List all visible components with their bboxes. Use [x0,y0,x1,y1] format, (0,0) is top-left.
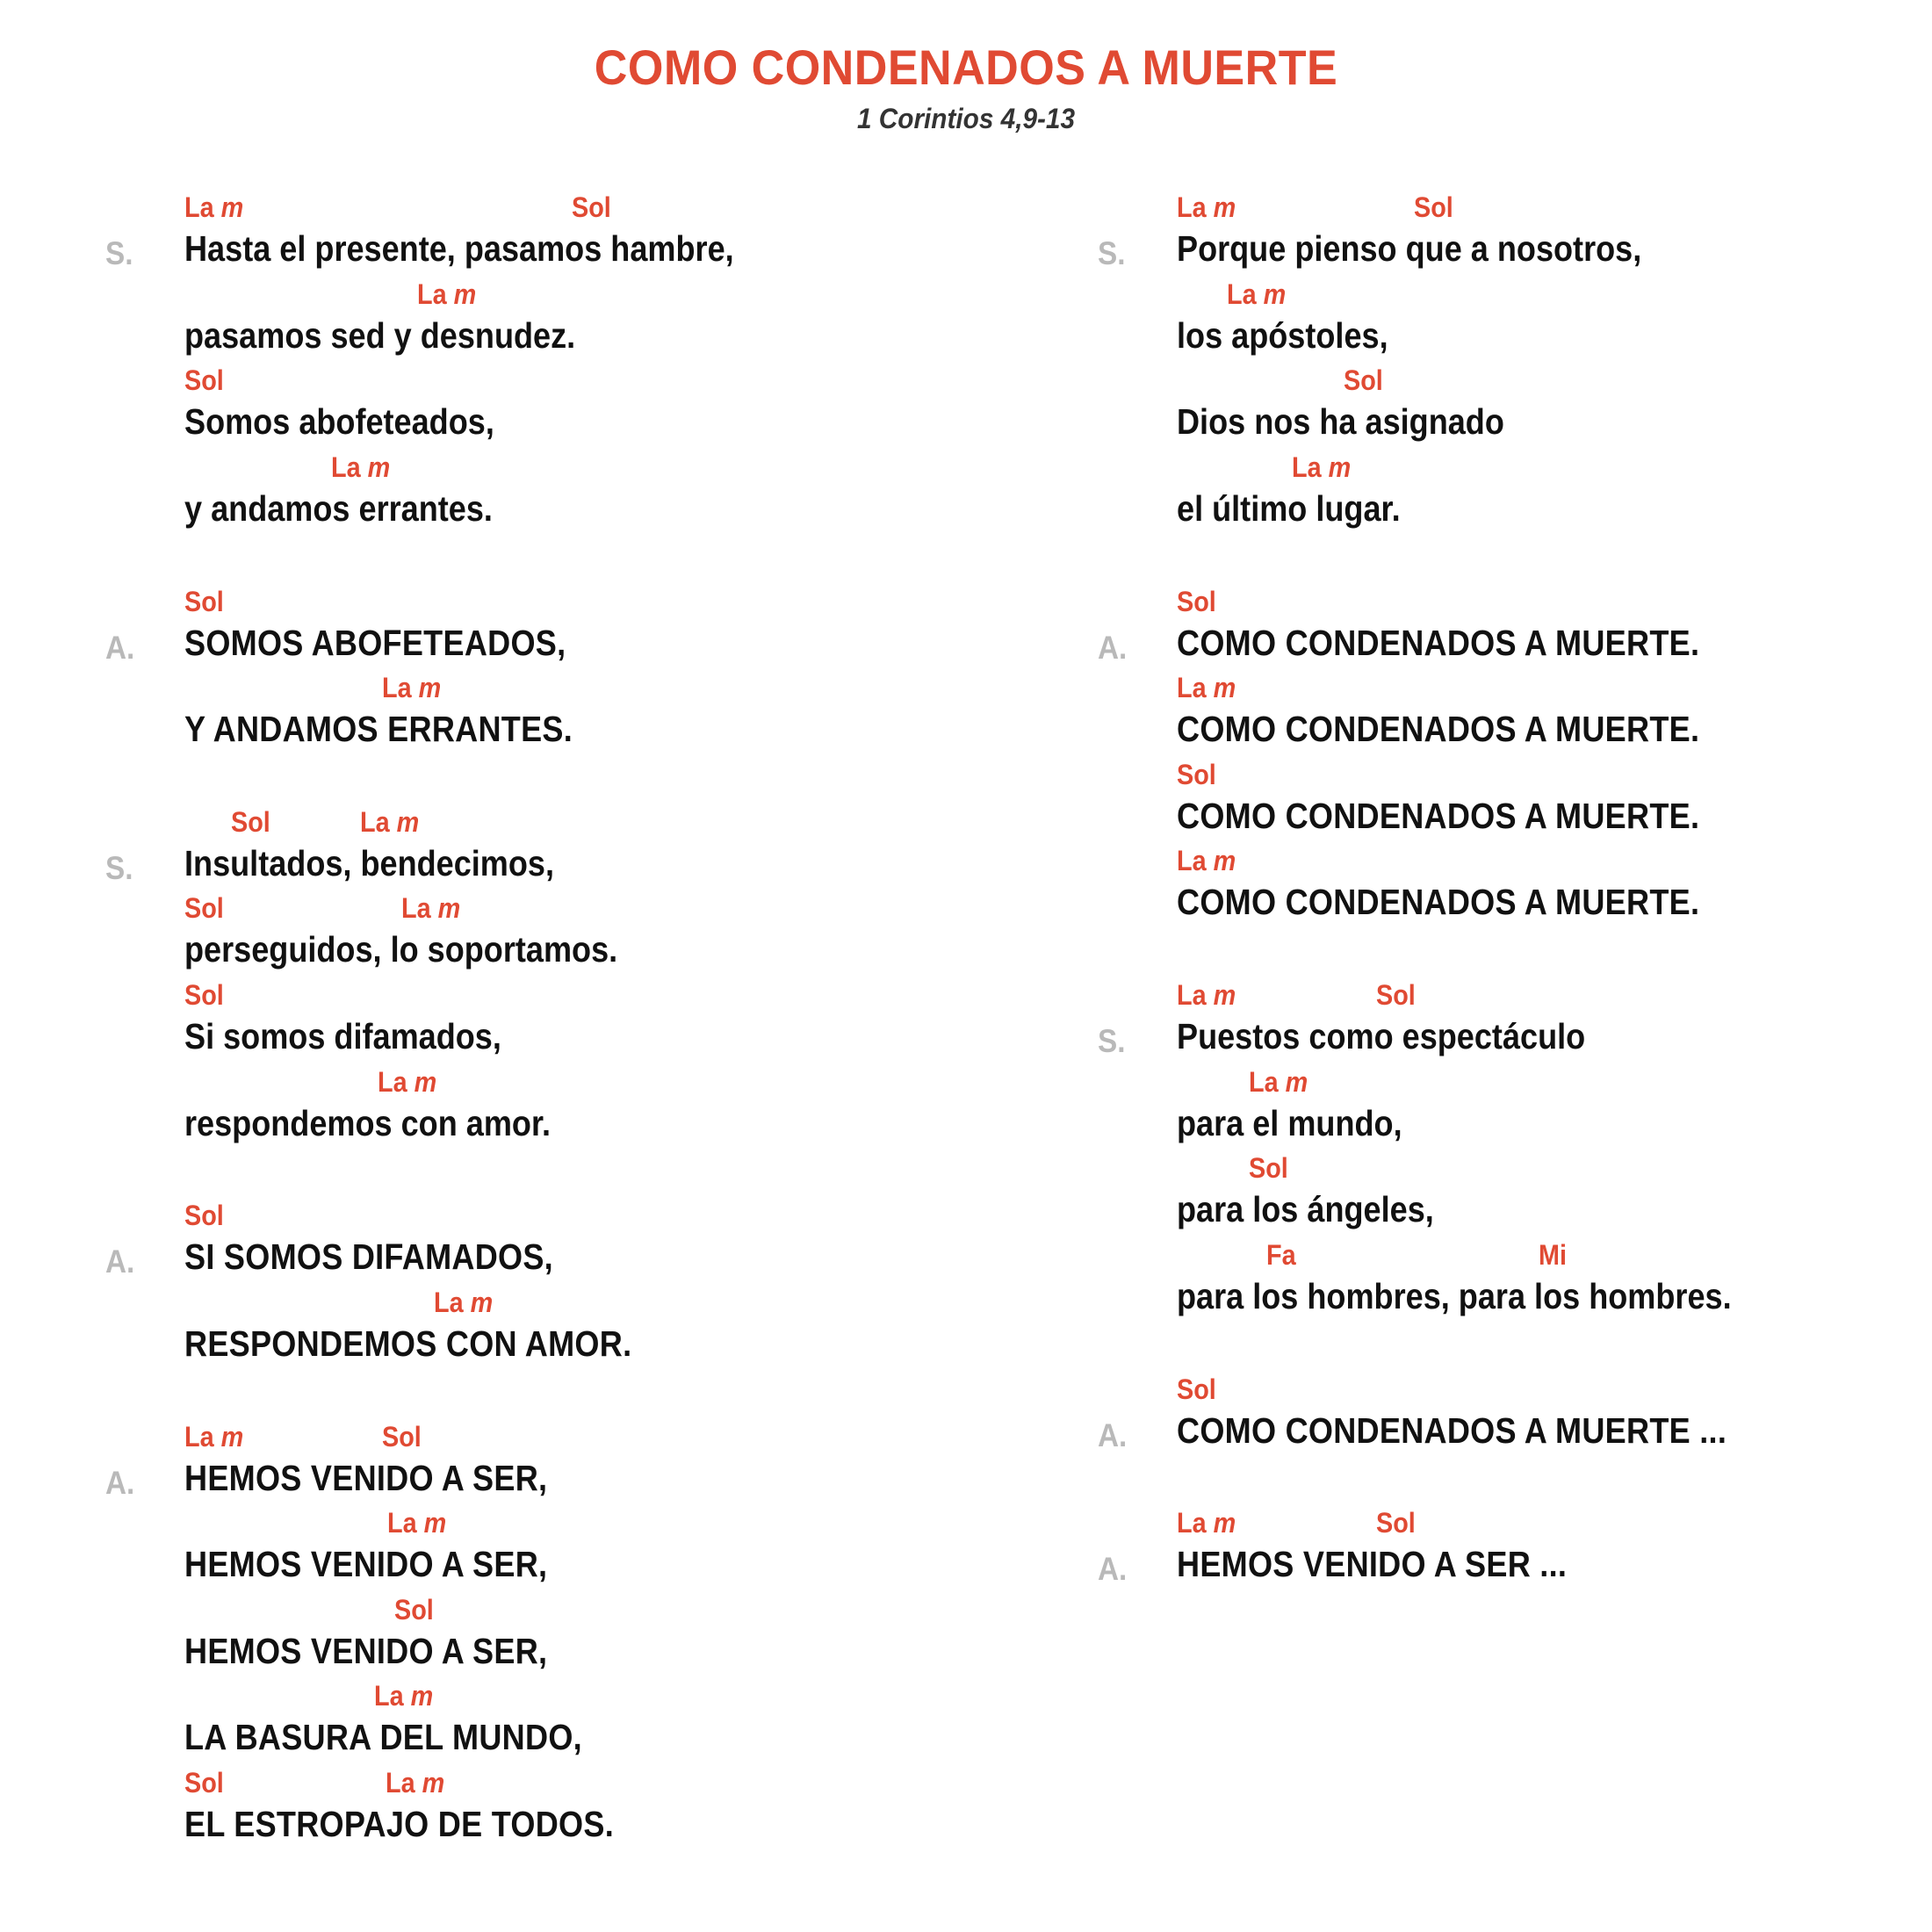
chord-quality: m [416,1507,447,1539]
lyric-line [184,193,966,273]
chord-quality: m [415,1767,445,1799]
chord-label [417,280,476,308]
chord-label [434,1288,493,1316]
lyric-text: Porque pienso que a nosotros, [1177,228,1642,269]
chord-quality: m [1206,1507,1236,1539]
chord-row [184,453,966,490]
lyric-text: Si somos difamados, [184,1016,501,1056]
left-column [0,193,966,1849]
stanza-lines [1177,1509,1932,1589]
chord-label [572,193,611,221]
chord-row [184,366,966,403]
chord-label [184,1200,224,1232]
stanza [105,1201,966,1367]
chord-row [184,1420,966,1460]
lyric-line [1177,1509,1932,1589]
role-marker-soloist: S. [1098,235,1126,271]
chord-root: La [373,1680,404,1712]
role-marker-assembly: A. [105,1244,135,1280]
chord-label [377,1065,436,1098]
stanza [1098,1375,1932,1455]
chord-root: La [387,1507,417,1539]
chord-root: La [1177,1507,1207,1539]
chord-label [184,1420,244,1453]
chord-row [184,280,966,317]
chord-label [1177,674,1236,702]
stanza-lines [184,193,966,533]
chord-root: Sol [184,892,224,925]
chord-label [1249,1065,1308,1098]
stanza [105,193,966,533]
chord-label [1376,1509,1416,1537]
chord-quality: m [1206,845,1236,877]
role-marker-soloist: S. [105,849,133,886]
chord-label [386,1769,444,1797]
lyric-line [1177,585,1932,667]
stanza-lines [184,805,966,1148]
stanza-lines [184,585,966,753]
lyric-text: Y ANDAMOS ERRANTES. [184,709,573,750]
chord-row [1177,674,1932,710]
stanza-lines [184,1420,966,1849]
chord-quality: m [1206,191,1236,223]
lyric-text: perseguidos, lo soportamos. [184,929,618,970]
chord-label [1227,280,1286,308]
lyric-line [184,894,966,974]
chord-root: Sol [1344,364,1383,397]
chord-label [1414,193,1453,221]
chord-row [1177,981,1932,1018]
lyric-text: HEMOS VENIDO A SER, [184,1457,548,1498]
chord-root: Fa [1265,1238,1296,1271]
lyric-text: respondemos con amor. [184,1102,551,1143]
lyric-line [1177,193,1932,273]
chord-quality: m [389,805,420,838]
chord-label [1265,1238,1296,1271]
role-marker-assembly: A. [105,629,135,666]
lyric-line [184,674,966,753]
stanza-lines [1177,981,1932,1321]
lyric-text: Insultados, bendecimos, [184,842,555,883]
role-marker-assembly: A. [1098,629,1128,666]
song-header [0,0,1932,135]
chord-label [1177,193,1236,221]
chord-root: Mi [1538,1238,1567,1271]
chord-label [1292,453,1351,481]
stanza [105,1420,966,1849]
chord-row [184,1288,966,1325]
lyric-text: para los ángeles, [1177,1189,1434,1230]
chord-row [1177,1065,1932,1105]
lyric-line [1177,1375,1932,1455]
chord-label [1376,981,1416,1009]
chord-label [1538,1238,1567,1271]
chord-root: La [382,672,412,704]
lyric-text: pasamos sed y desnudez. [184,314,576,356]
chord-root: Sol [184,585,224,617]
stanza [1098,585,1932,927]
lyric-line [1177,1154,1932,1234]
chord-root: La [1177,672,1207,704]
chord-root: Sol [230,805,270,838]
lyric-text: COMO CONDENADOS A MUERTE. [1177,882,1700,923]
lyric-line [184,1201,966,1281]
stanza [105,805,966,1148]
chord-quality: m [412,672,442,704]
chord-label [184,1769,224,1797]
chord-root: Sol [394,1593,434,1626]
chord-row [184,1682,966,1719]
chord-row [184,1769,966,1806]
chord-quality: m [1321,451,1352,483]
role-marker-soloist: S. [1098,1023,1126,1059]
stanza [105,585,966,753]
chord-row [184,674,966,710]
chord-label [382,674,441,702]
chord-row [184,1201,966,1238]
chord-root: La [1177,979,1207,1011]
chord-row [184,981,966,1018]
lyric-line [184,1288,966,1368]
lyric-text: COMO CONDENADOS A MUERTE. [1177,795,1700,836]
chord-root: La [386,1767,415,1799]
chord-quality: m [213,1420,244,1453]
chord-root: Sol [382,1420,422,1453]
stanza-lines [1177,1375,1932,1455]
lyric-line [1177,1238,1932,1321]
chord-row [1177,847,1932,883]
chord-root: Sol [184,1767,224,1799]
lyric-text: HEMOS VENIDO A SER, [184,1544,548,1585]
chord-quality: m [446,278,476,310]
chord-root: La [434,1286,464,1318]
lyric-line [184,453,966,533]
lyric-text: SOMOS ABOFETEADOS, [184,622,566,663]
chord-row [1177,758,1932,797]
lyric-text: Puestos como espectáculo [1177,1016,1586,1056]
lyric-line [1177,366,1932,446]
lyric-text: Hasta el presente, pasamos hambre, [184,228,734,269]
role-marker-assembly: A. [1098,1551,1128,1588]
chord-label [400,892,461,925]
lyric-text: Dios nos ha asignado [1177,401,1504,443]
right-column [966,193,1932,1589]
chord-root: Sol [572,191,611,223]
lyric-line [1177,758,1932,840]
chord-root: Sol [184,364,224,397]
chord-root: La [416,278,447,310]
role-marker-assembly: A. [105,1464,135,1501]
chord-row [184,894,966,931]
lyric-line [1177,674,1932,753]
chord-quality: m [1206,672,1236,704]
lyric-text: RESPONDEMOS CON AMOR. [184,1323,632,1364]
chord-row [1177,1509,1932,1546]
lyrics-columns [0,193,1932,1849]
lyric-line [1177,981,1932,1061]
chord-quality: m [213,191,244,223]
chord-label [387,1509,446,1537]
lyric-line [184,280,966,360]
lyric-text: LA BASURA DEL MUNDO, [184,1717,582,1758]
chord-label [1344,364,1383,397]
chord-root: La [1292,451,1322,483]
chord-quality: m [1206,979,1236,1011]
chord-root: La [1226,278,1257,310]
chord-label [1177,585,1216,617]
lyric-text: para los hombres, para los hombres. [1177,1275,1732,1316]
lyric-line [1177,453,1932,533]
lyric-text: para el mundo, [1177,1102,1402,1143]
chord-quality: m [407,1065,436,1098]
chord-row [184,585,966,624]
chord-row [1177,1375,1932,1412]
lyric-text: EL ESTROPAJO DE TODOS. [184,1804,614,1844]
chord-root: La [400,892,431,925]
chord-root: La [330,451,361,483]
chord-root: Sol [1414,191,1454,223]
stanza-lines [1177,585,1932,927]
chord-label [1177,1509,1236,1537]
chord-root: La [1177,845,1207,877]
chord-label [374,1682,433,1710]
chord-root: Sol [1177,1373,1216,1405]
chord-root: La [377,1065,407,1098]
chord-root: La [184,191,214,223]
lyric-line [1177,1065,1932,1148]
lyric-text: y andamos errantes. [184,487,493,529]
chord-row [184,1065,966,1105]
lyric-text: COMO CONDENADOS A MUERTE. [1177,622,1700,663]
chord-label [394,1593,434,1626]
chord-row [1177,193,1932,230]
chord-root: Sol [184,1200,224,1232]
stanza-lines [1177,193,1932,533]
stanza [1098,981,1932,1321]
chord-row [1177,1154,1932,1191]
lyric-line [184,1769,966,1849]
scripture-reference: 1 Corintios 4,9-13 [856,102,1076,134]
chord-label [331,453,390,481]
chord-root: Sol [184,979,224,1011]
chord-row [184,1593,966,1633]
chord-row [1177,280,1932,317]
chord-label [184,585,224,617]
lyric-text: COMO CONDENADOS A MUERTE ... [1177,1409,1727,1451]
chord-label [1177,981,1236,1009]
lyric-line [184,1593,966,1676]
stanza [1098,1509,1932,1589]
stanza-lines [184,1201,966,1367]
chord-label [184,892,224,925]
lyric-line [184,1509,966,1589]
lyric-line [1177,280,1932,360]
chord-root: Sol [1249,1152,1289,1185]
lyric-line [184,1065,966,1148]
chord-row [1177,585,1932,624]
chord-quality: m [1278,1065,1308,1098]
lyric-line [184,366,966,446]
lyric-line [184,805,966,888]
chord-quality: m [360,451,390,483]
chord-root: Sol [1376,979,1417,1011]
chord-root: La [1249,1065,1279,1098]
chord-row [1177,1238,1932,1278]
lyric-text: SI SOMOS DIFAMADOS, [184,1236,553,1278]
page-title: COMO CONDENADOS A MUERTE [594,40,1338,95]
lyric-text: los apóstoles, [1177,314,1388,356]
chord-root: La [184,1420,214,1453]
chord-root: Sol [1376,1507,1417,1539]
chord-quality: m [463,1286,494,1318]
chord-label [1249,1152,1289,1185]
chord-quality: m [403,1680,433,1712]
chord-root: Sol [1177,758,1216,790]
lyric-line [184,1420,966,1503]
lyric-text: el último lugar. [1177,487,1401,529]
chord-label [359,805,420,838]
chord-root: Sol [1177,585,1216,617]
lyric-line [184,1682,966,1762]
lyric-line [184,585,966,667]
lyric-text: Somos abofeteados, [184,401,494,443]
chord-quality: m [1256,278,1287,310]
lyric-text: COMO CONDENADOS A MUERTE. [1177,709,1700,750]
chord-row [184,805,966,845]
lyric-text: HEMOS VENIDO A SER, [184,1630,548,1671]
chord-label [1177,1375,1216,1403]
role-marker-assembly: A. [1098,1417,1128,1453]
lyric-line [1177,847,1932,926]
role-marker-soloist: S. [105,235,133,271]
chord-row [1177,453,1932,490]
chord-label [184,981,224,1009]
chord-quality: m [430,892,461,925]
chord-label [1177,758,1216,790]
stanza [1098,193,1932,533]
chord-root: La [359,805,390,838]
chord-label [230,805,270,838]
chord-root: La [1177,191,1207,223]
chord-row [184,1509,966,1546]
chord-label [1177,847,1236,875]
chord-label [382,1420,422,1453]
lyric-text: HEMOS VENIDO A SER ... [1177,1544,1568,1585]
chord-label [184,193,243,221]
chord-label [184,364,224,397]
chord-row [184,193,966,230]
chord-row [1177,366,1932,403]
lyric-line [184,981,966,1061]
